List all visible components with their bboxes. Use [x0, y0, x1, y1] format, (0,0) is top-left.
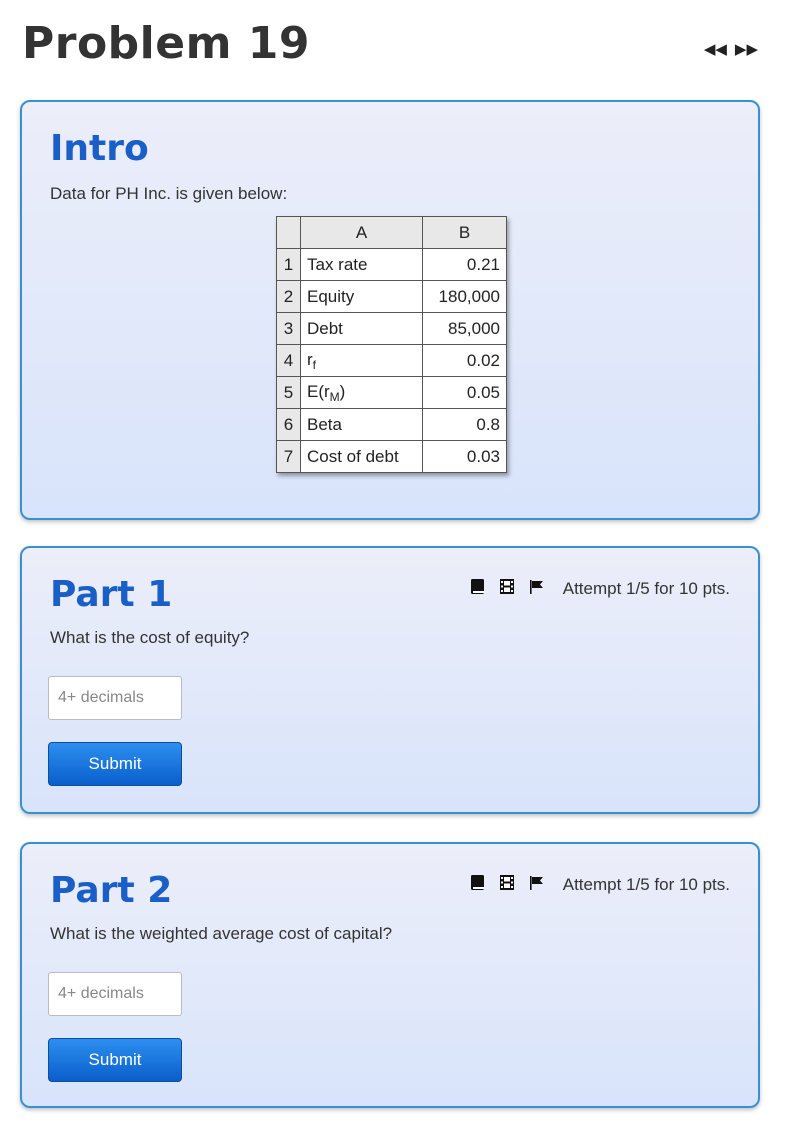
row-number: 1 [277, 249, 301, 281]
row-value: 0.8 [423, 409, 507, 441]
row-number: 4 [277, 345, 301, 377]
submit-button[interactable]: Submit [48, 1038, 182, 1082]
part-1-card [20, 546, 760, 814]
next-problem-icon[interactable]: ▶▶ [734, 40, 758, 58]
row-value: 0.03 [423, 441, 507, 473]
table-row [277, 409, 507, 441]
table-row [277, 249, 507, 281]
part-toolbar [470, 578, 730, 600]
flag-icon[interactable] [529, 875, 545, 896]
spreadsheet-corner-cell [277, 217, 301, 249]
problem-nav [704, 42, 758, 57]
question-text: What is the weighted average cost of capital? [50, 924, 393, 943]
part-title: Part 1 [50, 574, 173, 615]
intro-title: Intro [50, 128, 149, 169]
row-value: 0.02 [423, 345, 507, 377]
page-title: Problem 19 [22, 18, 310, 69]
row-value: 180,000 [423, 281, 507, 313]
flag-icon[interactable] [529, 579, 545, 600]
part-toolbar [470, 874, 730, 896]
row-number: 7 [277, 441, 301, 473]
label-subscript: f [312, 357, 317, 372]
label-subscript: M [329, 389, 340, 404]
attempt-status: Attempt 1/5 for 10 pts. [562, 875, 730, 894]
column-header-b: B [423, 217, 507, 249]
row-label: Equity [301, 281, 423, 313]
table-row [277, 281, 507, 313]
intro-text: Data for PH Inc. is given below: [50, 184, 288, 203]
spreadsheet-header-row [277, 217, 507, 249]
part-title: Part 2 [50, 870, 173, 911]
answer-input[interactable] [48, 972, 182, 1016]
row-value: 85,000 [423, 313, 507, 345]
label-end: ) [339, 381, 346, 401]
row-value: 0.21 [423, 249, 507, 281]
intro-card [20, 100, 760, 520]
previous-problem-icon[interactable]: ◀◀ [703, 40, 727, 58]
table-row [277, 441, 507, 473]
book-icon[interactable] [470, 874, 485, 896]
answer-input[interactable] [48, 676, 182, 720]
row-number: 2 [277, 281, 301, 313]
row-label [301, 377, 423, 409]
row-label [301, 345, 423, 377]
label-main: E(r [307, 381, 330, 401]
table-row [277, 345, 507, 377]
part-2-card [20, 842, 760, 1108]
question-text: What is the cost of equity? [50, 628, 250, 647]
book-icon[interactable] [470, 578, 485, 600]
label-main: r [307, 349, 313, 369]
film-icon[interactable] [499, 578, 515, 600]
film-icon[interactable] [499, 874, 515, 896]
row-label: Tax rate [301, 249, 423, 281]
row-label: Cost of debt [301, 441, 423, 473]
table-row [277, 377, 507, 409]
submit-button[interactable]: Submit [48, 742, 182, 786]
row-number: 3 [277, 313, 301, 345]
row-value: 0.05 [423, 377, 507, 409]
table-row [277, 313, 507, 345]
row-number: 6 [277, 409, 301, 441]
row-label: Beta [301, 409, 423, 441]
column-header-a: A [301, 217, 423, 249]
data-spreadsheet [276, 216, 507, 473]
attempt-status: Attempt 1/5 for 10 pts. [562, 579, 730, 598]
row-number: 5 [277, 377, 301, 409]
row-label: Debt [301, 313, 423, 345]
